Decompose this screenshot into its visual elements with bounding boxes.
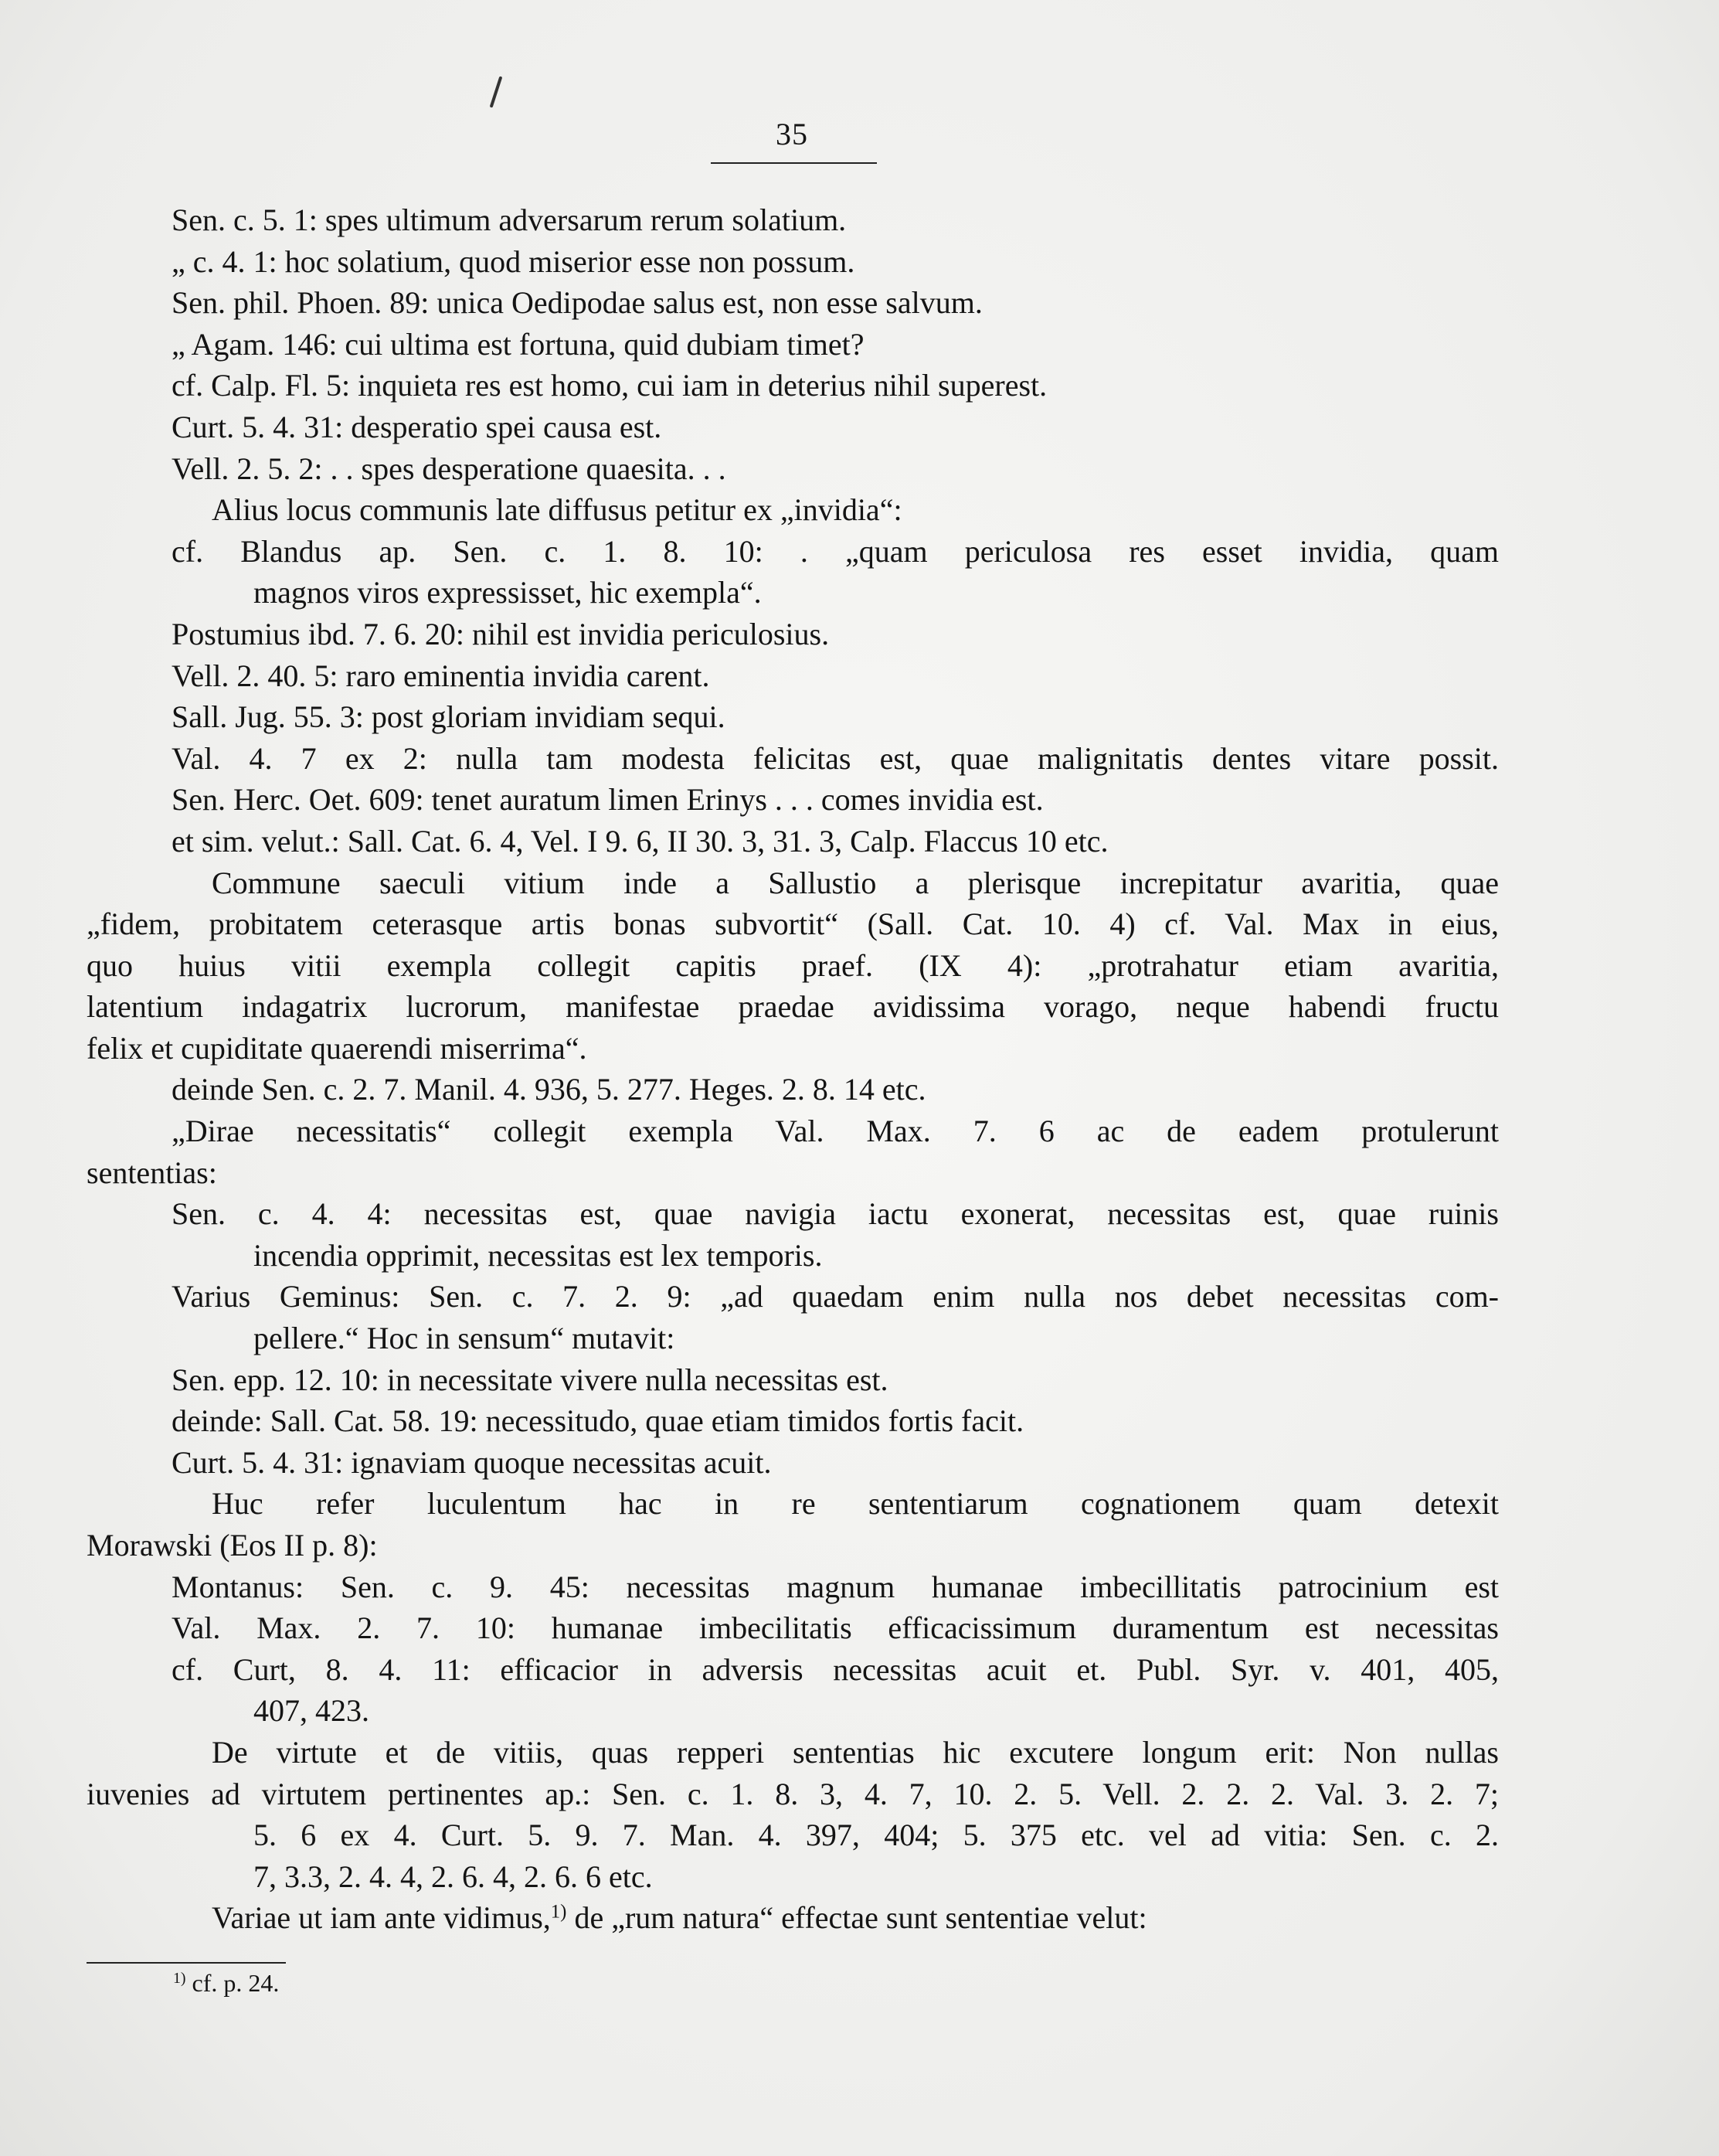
footnote-rule (87, 1962, 286, 1964)
text-line-last (212, 1897, 1499, 1939)
text-line: Postumius ibd. 7. 6. 20: nihil est invidia periculosius. (172, 616, 830, 651)
text-line: Alius locus communis late diffusus petitur ex „invidia“: (212, 492, 902, 528)
text-line: Sen. epp. 12. 10: in necessitate vivere nulla necessitas est. (172, 1362, 888, 1397)
text-line: incendia opprimit, necessitas est lex temporis. (253, 1237, 823, 1273)
text-line: 407, 423. (253, 1693, 369, 1729)
text-line: Montanus: Sen. c. 9. 45: necessitas magnum humanae imbecillitatis patrocinium est (172, 1569, 1499, 1604)
text-line: Sen. phil. Phoen. 89: unica Oedipodae salus est, non esse salvum. (172, 285, 983, 321)
text-line: pellere.“ Hoc in sensum“ mutavit: (253, 1321, 675, 1356)
text-line: Vell. 2. 40. 5: raro eminentia invidia carent. (172, 658, 710, 693)
text-line: Val. 4. 7 ex 2: nulla tam modesta felicitas est, quae malignitatis dentes vitare possit. (172, 740, 1499, 776)
text-line: „Dirae necessitatis“ collegit exempla Val. Max. 7. 6 ac de eadem protulerunt (172, 1114, 1499, 1149)
page-number-rule (711, 162, 877, 164)
text-line: 7, 3.3, 2. 4. 4, 2. 6. 4, 2. 6. 6 etc. (253, 1858, 653, 1894)
text-line: De virtute et de vitiis, quas repperi sententias hic excutere longum erit: Non nullas (212, 1734, 1499, 1770)
text-line: deinde Sen. c. 2. 7. Manil. 4. 936, 5. 277. Heges. 2. 8. 14 etc. (172, 1072, 926, 1107)
text-line: et sim. velut.: Sall. Cat. 6. 4, Vel. I 9. 6, II 30. 3, 31. 3, Calp. Flaccus 10 etc. (172, 823, 1109, 859)
text-line: „fidem, probitatem ceterasque artis bonas subvortit“ (Sall. Cat. 10. 4) cf. Val. Max in eius, (87, 906, 1499, 942)
footnote-mark: 1) (173, 1970, 186, 1988)
text-line: Commune saeculi vitium inde a Sallustio a plerisque increpitatur avaritia, quae (212, 865, 1499, 900)
text-line: felix et cupiditate quaerendi miserrima“. (87, 1030, 587, 1066)
footnote (173, 1969, 279, 1998)
text-line: Morawski (Eos II p. 8): (87, 1528, 378, 1563)
text-line: cf. Curt, 8. 4. 11: efficacior in adversis necessitas acuit et. Publ. Syr. v. 401, 405, (172, 1651, 1499, 1687)
text-line: Sall. Jug. 55. 3: post gloriam invidiam sequi. (172, 699, 725, 735)
text-line: Curt. 5. 4. 31: ignaviam quoque necessitas acuit. (172, 1444, 772, 1480)
pen-mark (490, 76, 503, 107)
text-line: „ c. 4. 1: hoc solatium, quod miserior esse non possum. (172, 243, 855, 279)
last-line-end: de „rum natura“ effectae sunt sententiae velut: (566, 1900, 1147, 1936)
text-line: latentium indagatrix lucrorum, manifestae praedae avidissima vorago, neque habendi fructu (87, 989, 1499, 1025)
text-line: magnos viros expressisset, hic exempla“. (253, 575, 762, 610)
page-number: 35 (776, 117, 808, 151)
text-line: 5. 6 ex 4. Curt. 5. 9. 7. Man. 4. 397, 404; 5. 375 etc. vel ad vitia: Sen. c. 2. (253, 1818, 1499, 1853)
text-line: Curt. 5. 4. 31: desperatio spei causa est. (172, 409, 662, 444)
footnote-text: cf. p. 24. (185, 1969, 280, 1997)
text-line: quo huius vitii exempla collegit capitis praef. (IX 4): „protrahatur etiam avaritia, (87, 947, 1499, 983)
text-line: iuvenies ad virtutem pertinentes ap.: Sen. c. 1. 8. 3, 4. 7, 10. 2. 5. Vell. 2. 2. 2. Val. 3. 2. 7; (87, 1776, 1499, 1811)
last-line-start: Variae ut iam ante vidimus, (212, 1900, 551, 1936)
text-line: deinde: Sall. Cat. 58. 19: necessitudo, quae etiam timidos fortis facit. (172, 1403, 1024, 1439)
text-line: sententias: (87, 1155, 217, 1190)
footnote-reference[interactable]: 1) (550, 1901, 567, 1923)
text-line: Sen. c. 5. 1: spes ultimum adversarum rerum solatium. (172, 202, 847, 237)
text-line: Huc refer luculentum hac in re sententiarum cognationem quam detexit (212, 1486, 1499, 1522)
text-line: Vell. 2. 5. 2: . . spes desperatione quaesita. . . (172, 451, 726, 486)
text-line: „ Agam. 146: cui ultima est fortuna, quid dubiam timet? (172, 326, 865, 362)
text-line: Sen. Herc. Oet. 609: tenet auratum limen Erinys . . . comes invidia est. (172, 782, 1044, 818)
text-line: Sen. c. 4. 4: necessitas est, quae navigia iactu exonerat, necessitas est, quae ruinis (172, 1196, 1499, 1232)
text-line: cf. Calp. Fl. 5: inquieta res est homo, cui iam in deterius nihil superest. (172, 368, 1048, 403)
text-line: Varius Geminus: Sen. c. 7. 2. 9: „ad quaedam enim nulla nos debet necessitas com- (172, 1279, 1499, 1314)
body-text (87, 199, 1499, 1939)
text-line: cf. Blandus ap. Sen. c. 1. 8. 10: . „quam periculosa res esset invidia, quam (172, 533, 1499, 569)
text-line: Val. Max. 2. 7. 10: humanae imbecilitatis efficacissimum duramentum est necessitas (172, 1610, 1499, 1646)
